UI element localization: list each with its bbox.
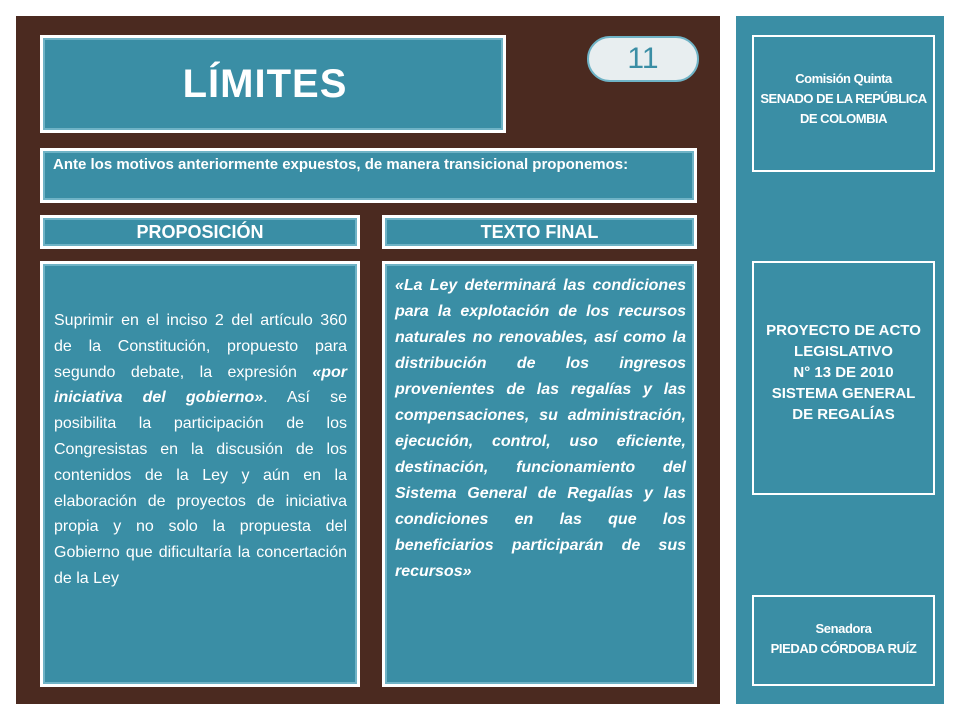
slide-number-badge (587, 36, 699, 82)
proposicion-header-label: PROPOSICIÓN (136, 221, 264, 242)
sidebar-project-box (752, 261, 935, 495)
texto-final-content (382, 261, 697, 687)
intro-text-box (40, 148, 697, 203)
proposicion-quote: «por iniciativa del gobierno» (54, 363, 347, 407)
texto-final-text: «La Ley determinará las condiciones para la explotación de los recursos naturales no renovables, así como la distribución de los ingresos provenientes de las regalías y las compensaciones, su administración, ejecución, control, uso eficiente, destinación, funcionamiento del Sistema General de Regalías y las condiciones en las que los beneficiarios participarán de sus recursos» (395, 277, 686, 580)
proposicion-text-after: . Así se posibilita la participación de los Congresistas en la discusión de los contenidos de la Ley y aún en la elaboración de proyectos de iniciativa propia y no solo la propuesta del Gobierno que dificultaría la concertación de la Ley (54, 389, 347, 587)
proposicion-header (40, 215, 360, 249)
slide-title: LÍMITES (182, 61, 348, 106)
sidebar-senator-box (752, 595, 935, 686)
proposicion-content (40, 261, 360, 687)
slide-number: 11 (627, 42, 659, 75)
sidebar-commission-box (752, 35, 935, 172)
texto-final-header-label: TEXTO FINAL (480, 221, 599, 242)
sidebar-commission-text: Comisión Quinta SENADO DE LA REPÚBLICA DE COLOMBIA (760, 70, 927, 126)
proposicion-text-before: Suprimir en el inciso 2 del artículo 360 de la Constitución, propuesto para segundo debate, la expresión (54, 312, 347, 381)
sidebar-project-text: PROYECTO DE ACTO LEGISLATIVO N° 13 DE 2010 SISTEMA GENERAL DE REGALÍAS (766, 321, 921, 423)
intro-text: Ante los motivos anteriormente expuestos, de manera transicional proponemos: (53, 156, 629, 173)
title-box (40, 35, 506, 133)
texto-final-header (382, 215, 697, 249)
sidebar-senator-text: Senadora PIEDAD CÓRDOBA RUÍZ (770, 620, 917, 656)
